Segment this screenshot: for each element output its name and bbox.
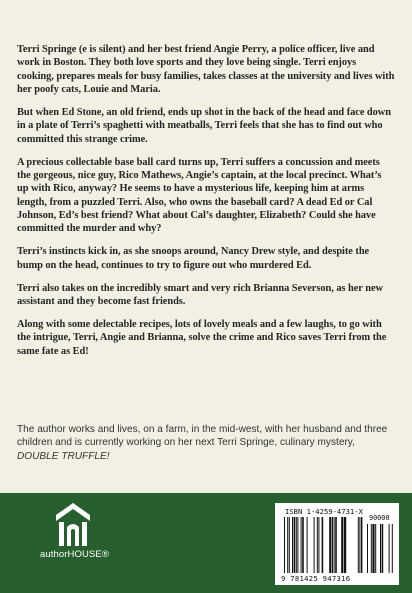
blurb-paragraph: A precious collectable base ball card turns up, Terri suffers a concussion and meets the gorgeous, nice guy, Rico Mathews, Angie’s captain, at the local precinct. What’s up with Rico, anyway? He seems to have a mysterious life, keeping him at arms length, from a puzzled Terri. Also, who owns the baseball card? A dead Ed or Cal Johnson, Ed’s best friend? What about Cal’s daughter, Elizabeth? Could she have committed the murder and why?: [17, 156, 382, 235]
price-code: 90000: [369, 514, 390, 522]
barcode-digits: 9 781425 947316: [281, 574, 351, 583]
book-blurb: [17, 43, 395, 368]
blurb-paragraph: Terri also takes on the incredibly smart and very rich Brianna Severson, as her new assistant and they become fast friends.: [17, 282, 383, 307]
publisher-footer: [0, 493, 412, 593]
blurb-paragraph: Terri’s instincts kick in, as she snoops around, Nancy Drew style, and despite the bump on the head, continues to try to figure out who murdered Ed.: [17, 246, 370, 271]
next-book-title: DOUBLE TRUFFLE!: [17, 450, 110, 462]
authorhouse-house-icon: [54, 501, 92, 551]
isbn-barcode: [275, 503, 399, 585]
isbn-label: ISBN 1-4259-4731-X: [285, 507, 363, 516]
publisher-logo: [40, 501, 120, 571]
author-bio-text: The author works and lives, on a farm, in the mid-west, with her husband and three children and is currently working on her next Terri Springe, culinary mystery,: [17, 424, 388, 449]
author-note: [17, 423, 395, 463]
blurb-paragraph: But when Ed Stone, an old friend, ends up shot in the back of the head and face down in a plate of Terri’s spaghetti with meatballs, Terri feels that she has to find out who committed this strange crime.: [17, 106, 391, 145]
publisher-name: authorHOUSE®: [40, 549, 109, 560]
author-bio: [17, 423, 395, 463]
blurb-paragraph: Terri Springe (e is silent) and her best friend Angie Perry, a police officer, live and work in Boston. They both love sports and they love being single. Terri enjoys cooking, prepares meals for busy families, takes classes at the university and lives with her poofy cats, Louie and Maria.: [17, 44, 395, 95]
blurb-paragraph: Along with some delectable recipes, lots of lovely meals and a few laughs, to go with the intrigue, Terri, Angie and Brianna, solve the crime and Rico saves Terri from the same fate as Ed!: [17, 319, 387, 357]
